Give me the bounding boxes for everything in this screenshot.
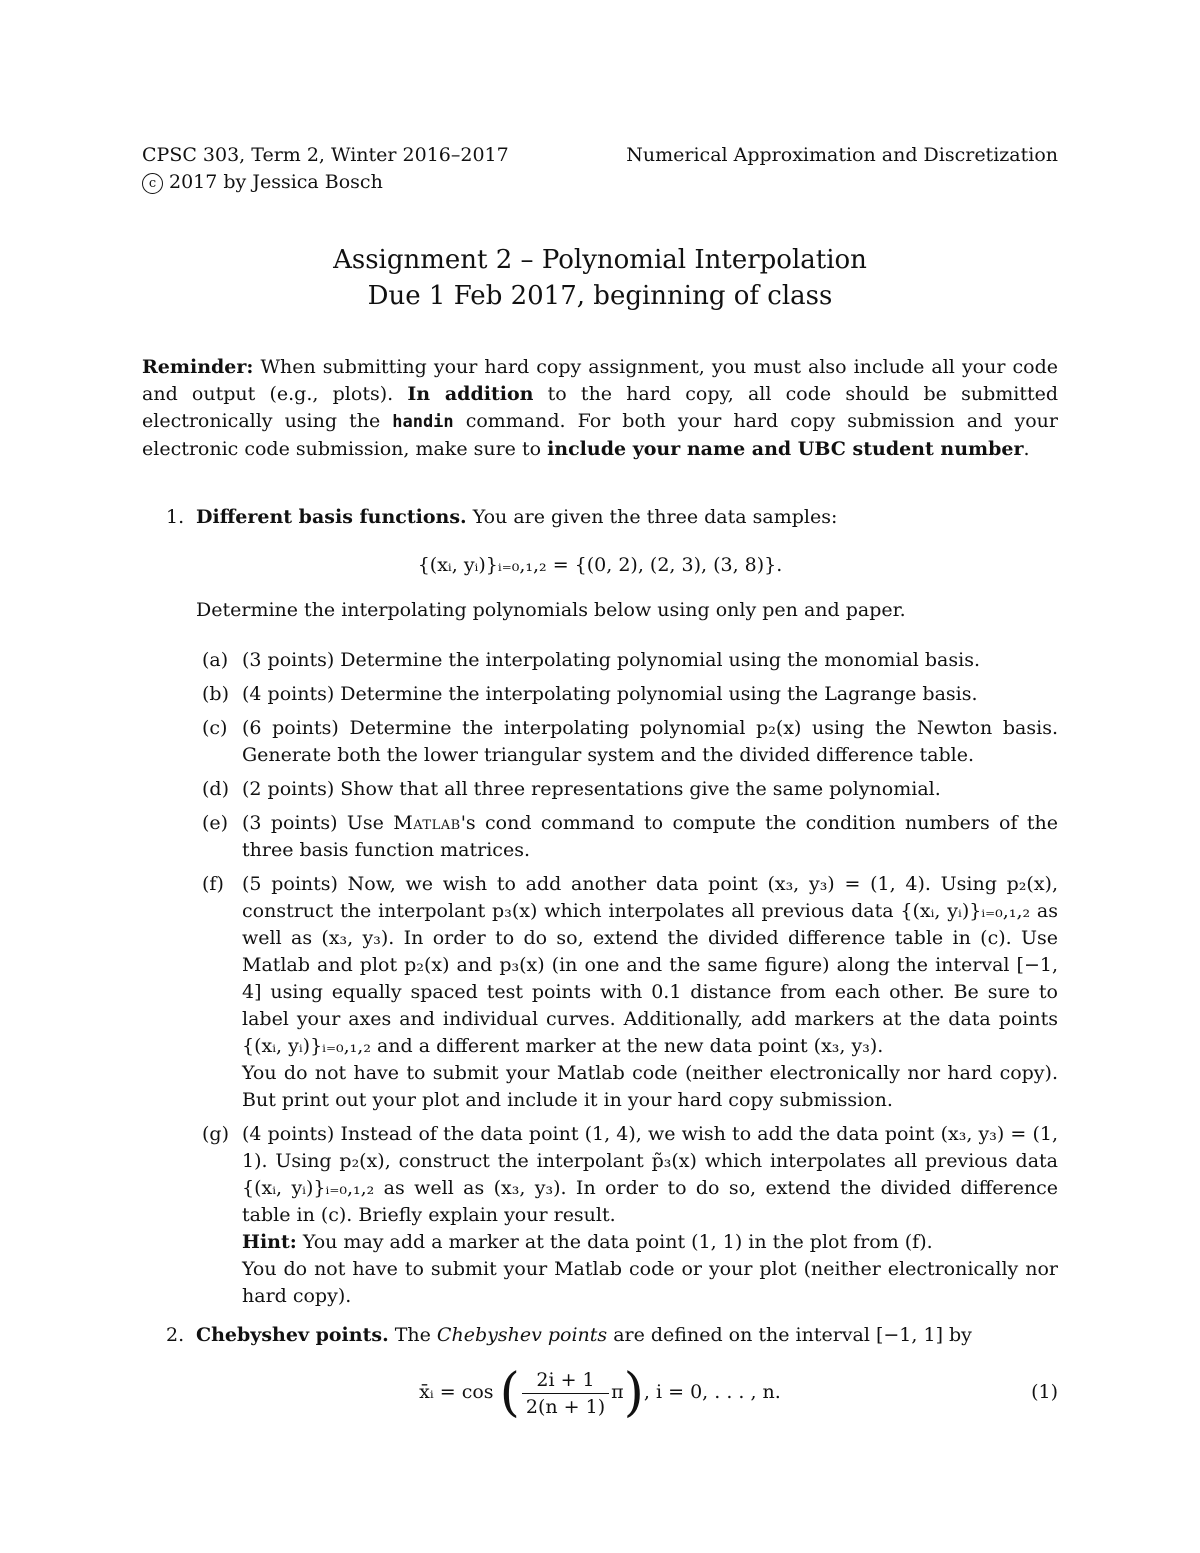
part-label: (c)	[202, 717, 228, 739]
part-label: (g)	[202, 1123, 229, 1145]
question-1-instruction: Determine the interpolating polynomials below using only pen and paper.	[196, 599, 906, 621]
header	[142, 142, 1058, 169]
part-b	[196, 681, 1058, 708]
part-note: You do not have to submit your Matlab code (neither electronically nor hard copy). But print out your plot and include it in your hard copy submission.	[242, 1062, 1058, 1111]
copyright-icon: c	[142, 173, 163, 194]
reminder-paragraph	[142, 354, 1058, 463]
part-text: (4 points) Instead of the data point (1, 4), we wish to add the data point (x₃, y₃) = (1, 1). Using p₂(x), construct the interpolant p̃₃(x) which interpolates all previous data {(xᵢ, yᵢ)}ᵢ₌₀,₁,₂ as well as (x₃, y₃). In order to do so, extend the divided difference table in (c). Briefly explain your result.	[242, 1123, 1058, 1226]
part-text-b: 's cond command to compute the condition numbers of the three basis function matrices.	[242, 812, 1058, 861]
question-2-text-a: The	[388, 1324, 437, 1346]
part-g	[196, 1121, 1058, 1310]
question-1	[142, 504, 1058, 531]
course-info: CPSC 303, Term 2, Winter 2016–2017	[142, 144, 509, 166]
question-2-number: 2.	[166, 1324, 185, 1346]
copyright-text: 2017 by Jessica Bosch	[169, 171, 383, 193]
reminder-in-addition: In addition	[407, 383, 534, 405]
reminder-label: Reminder:	[142, 356, 254, 378]
question-1-instruction-row	[142, 597, 1058, 624]
fraction-numerator: 2i + 1	[522, 1367, 609, 1394]
reminder-text-1: When submitting your hard copy assignment, you must also include all your code and output (e.g., plots).	[142, 356, 1058, 405]
reminder-text-4: .	[1023, 438, 1030, 460]
reminder-emphasis: include your name and UBC student number	[547, 438, 1024, 460]
question-1-heading: Different basis functions.	[196, 506, 467, 528]
part-label: (f)	[202, 873, 224, 895]
chebyshev-emphasis: Chebyshev points	[436, 1324, 608, 1346]
part-d	[196, 776, 1058, 803]
equation-lhs: x̄ᵢ = cos	[419, 1381, 494, 1403]
part-text-a: (3 points) Use	[242, 812, 394, 834]
title-line-1: Assignment 2 – Polynomial Interpolation	[333, 245, 867, 275]
part-a	[196, 647, 1058, 674]
copyright-line	[142, 169, 383, 196]
part-label: (d)	[202, 778, 229, 800]
course-topic: Numerical Approximation and Discretization	[626, 144, 1058, 166]
left-paren: (	[499, 1363, 520, 1423]
right-paren: )	[623, 1363, 644, 1423]
part-label: (a)	[202, 649, 229, 671]
hint-text: You may add a marker at the data point (1, 1) in the plot from (f).	[296, 1231, 933, 1253]
equation-fraction	[522, 1367, 609, 1420]
part-c	[196, 715, 1058, 769]
page-title	[142, 242, 1058, 314]
part-label: (b)	[202, 683, 229, 705]
part-text: (5 points) Now, we wish to add another data point (x₃, y₃) = (1, 4). Using p₂(x), construct the interpolant p₃(x) which interpolates all previous data {(xᵢ, yᵢ)}ᵢ₌₀,₁,₂ as well as (x₃, y₃). In order to do so, extend the divided difference table in (c). Use Matlab and plot p₂(x) and p₃(x) (in one and the same figure) along the interval [−1, 4] using equally spaced test points with 0.1 distance from each other. Be sure to label your axes and individual curves. Additionally, add markers at the data points {(xᵢ, yᵢ)}ᵢ₌₀,₁,₂ and a different marker at the new data point (x₃, y₃).	[242, 873, 1058, 1057]
data-samples-equation: {(xᵢ, yᵢ)}ᵢ₌₀,₁,₂ = {(0, 2), (2, 3), (3, 8)}.	[417, 554, 783, 576]
question-1-parts	[196, 647, 1058, 1317]
part-note: You do not have to submit your Matlab code or your plot (neither electronically nor hard copy).	[242, 1258, 1058, 1307]
hint-label: Hint:	[242, 1231, 297, 1253]
equation-number: (1)	[1031, 1381, 1058, 1403]
reminder-text-2: to the hard copy, all code should be submitted electronically using the	[142, 383, 1059, 432]
part-text: (3 points) Determine the interpolating polynomial using the monomial basis.	[242, 649, 980, 671]
part-label: (e)	[202, 812, 229, 834]
question-2-heading: Chebyshev points.	[196, 1324, 389, 1346]
question-1-intro: You are given the three data samples:	[466, 506, 838, 528]
question-1-number: 1.	[166, 506, 185, 528]
pi-symbol: π	[611, 1381, 624, 1403]
question-2	[142, 1322, 1058, 1349]
part-text: (4 points) Determine the interpolating polynomial using the Lagrange basis.	[242, 683, 978, 705]
title-line-2: Due 1 Feb 2017, beginning of class	[367, 281, 833, 311]
fraction-denominator: 2(n + 1)	[525, 1395, 606, 1418]
equation-rhs: , i = 0, . . . , n.	[643, 1381, 781, 1403]
question-2-text-b: are defined on the interval [−1, 1] by	[607, 1324, 972, 1346]
reminder-text-3: command. For both your hard copy submission and your electronic code submission, make sure to	[142, 410, 1059, 460]
part-text: (2 points) Show that all three representations give the same polynomial.	[242, 778, 941, 800]
part-f	[196, 871, 1058, 1114]
part-e	[196, 810, 1058, 864]
matlab-name: Matlab	[393, 812, 461, 834]
handin-command: handin	[392, 412, 454, 432]
part-text: (6 points) Determine the interpolating polynomial p₂(x) using the Newton basis. Generate both the lower triangular system and the divided difference table.	[242, 717, 1058, 766]
chebyshev-equation	[142, 1362, 1058, 1426]
